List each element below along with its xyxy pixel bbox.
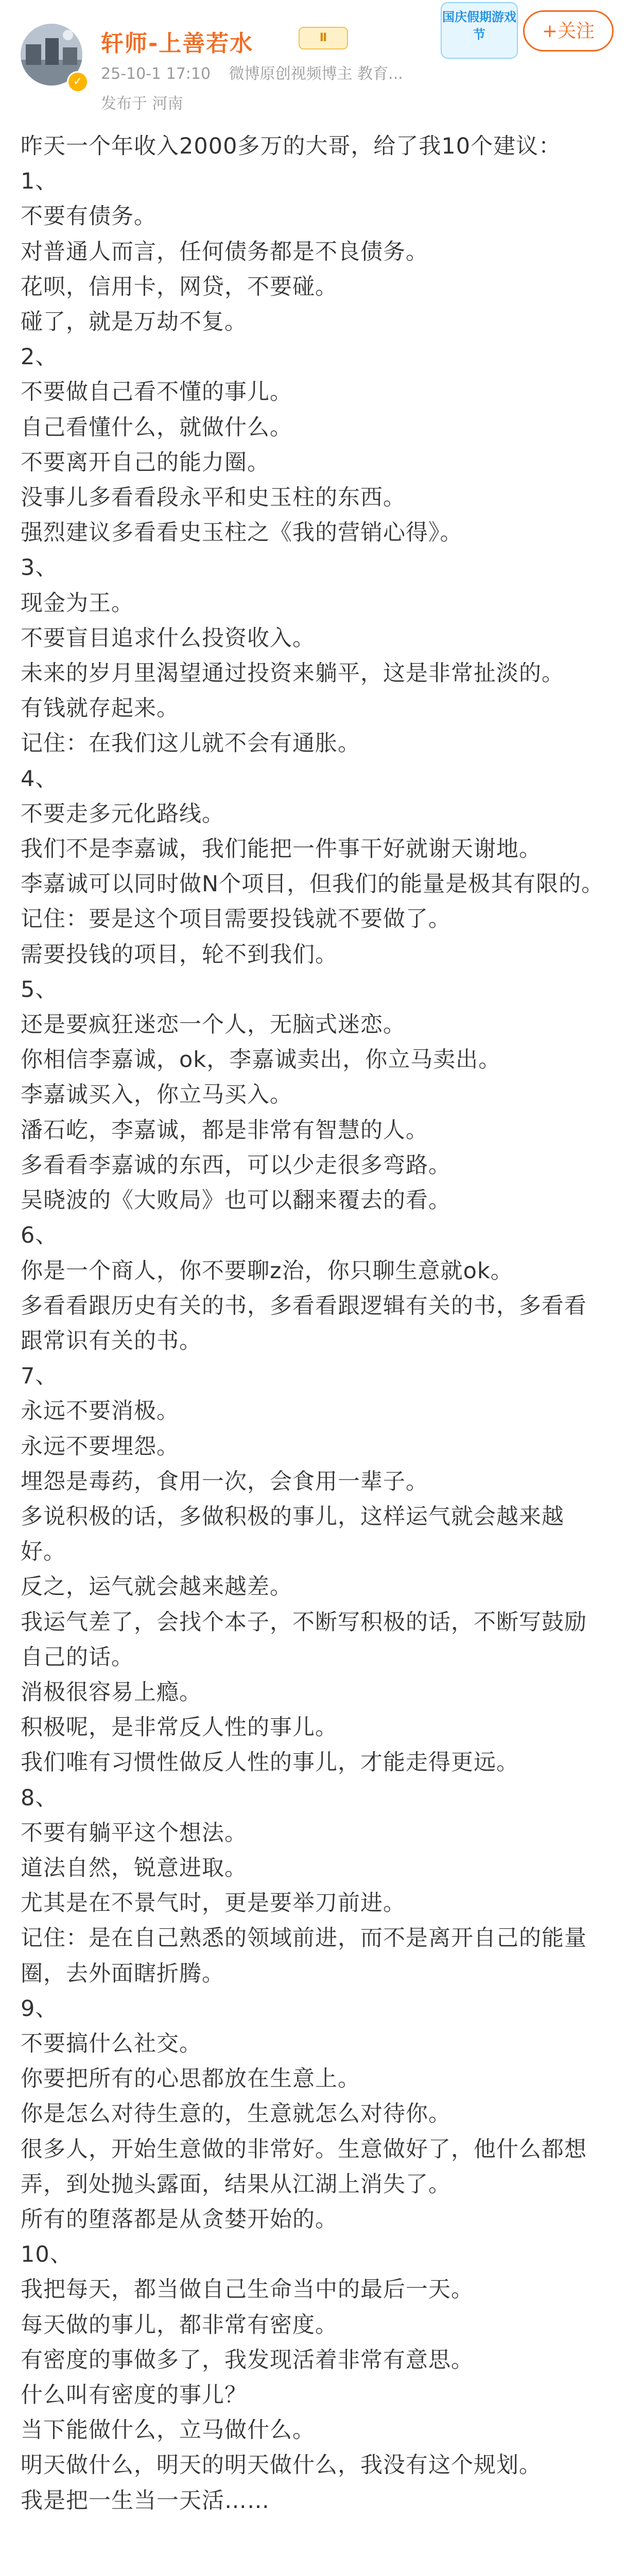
post-line: 什么叫有密度的事儿？: [21, 2382, 247, 2408]
post-line: 永远不要埋怨。: [21, 1433, 179, 1460]
post-body: [21, 129, 605, 2518]
post-line: 不要做自己看不懂的事儿。: [21, 379, 292, 405]
post-header: [0, 0, 626, 129]
post-line: 很多人，开始生意做的非常好。生意做好了，他什么都想弄，到处抛头露面，结果从江湖上消失了。: [21, 2136, 587, 2197]
post-line: 碰了，就是万劫不复。: [21, 309, 247, 335]
event-badge[interactable]: 国庆假期游戏节: [441, 2, 518, 59]
post-line: 尤其是在不景气时，更是要举刀前进。: [21, 1890, 406, 1917]
post-line: 不要有躺平这个想法。: [21, 1820, 247, 1846]
post-location: 发布于 河南: [101, 95, 183, 113]
follow-button[interactable]: +关注: [523, 10, 614, 52]
post-line: 5、: [21, 976, 58, 1003]
post-line: 不要走多元化路线。: [21, 801, 224, 827]
post-line: 未来的岁月里渴望通过投资来躺平，这是非常扯淡的。: [21, 660, 564, 687]
post-line: 积极呢，是非常反人性的事儿。: [21, 1715, 338, 1741]
post-line: 我把每天，都当做自己生命当中的最后一天。: [21, 2277, 474, 2303]
post-line: 6、: [21, 1223, 58, 1249]
post-line: 道法自然，锐意进取。: [21, 1855, 247, 1881]
post-line: 消极很容易上瘾。: [21, 1679, 202, 1705]
verified-icon: ✓: [67, 71, 89, 93]
level-badge: Ⅱ: [299, 27, 348, 49]
post-line: 7、: [21, 1363, 58, 1389]
post-meta: [101, 61, 416, 83]
post-line: 没事儿多看看段永平和史玉柱的东西。: [21, 485, 406, 511]
post-line: 10、: [21, 2242, 73, 2268]
post-line: 强烈建议多看看史玉柱之《我的营销心得》。: [21, 520, 463, 546]
author-description: 微博原创视频博主 教育...: [229, 65, 403, 83]
post-line: 不要有债务。: [21, 204, 156, 230]
post-line: 4、: [21, 766, 58, 792]
post-line: 我们不是李嘉诚，我们能把一件事干好就谢天谢地。: [21, 836, 542, 862]
post-line: 记住：是在自己熟悉的领域前进，而不是离开自己的能量圈，去外面瞎折腾。: [21, 1925, 587, 1987]
post-line: 永远不要消极。: [21, 1398, 179, 1425]
post-line: 反之，运气就会越来越差。: [21, 1574, 292, 1600]
post-line: 李嘉诚可以同时做N个项目，但我们的能量是极其有限的。: [21, 871, 604, 897]
post-line: 有钱就存起来。: [21, 696, 179, 722]
post-line: 多说积极的话，多做积极的事儿，这样运气就会越来越好。: [21, 1503, 564, 1565]
post-line: 我是把一生当一天活……: [21, 2487, 270, 2514]
post-line: 潘石屹，李嘉诚，都是非常有智慧的人。: [21, 1117, 428, 1143]
post-line: 你相信李嘉诚，ok，李嘉诚卖出，你立马卖出。: [21, 1047, 501, 1073]
post-line: 每天做的事儿，都非常有密度。: [21, 2312, 338, 2338]
post-line: 不要离开自己的能力圈。: [21, 449, 270, 476]
post-line: 8、: [21, 1785, 58, 1811]
post-line: 花呗，信用卡，网贷，不要碰。: [21, 274, 338, 300]
post-line: 我们唯有习惯性做反人性的事儿，才能走得更远。: [21, 1750, 519, 1776]
post-line: 多看看李嘉诚的东西，可以少走很多弯路。: [21, 1152, 451, 1178]
post-line: 所有的堕落都是从贪婪开始的。: [21, 2206, 338, 2232]
post-line: 你是怎么对待生意的，生意就怎么对待你。: [21, 2101, 451, 2127]
post-line: 对普通人而言，任何债务都是不良债务。: [21, 239, 428, 265]
author-name[interactable]: 轩师-上善若水: [101, 30, 254, 57]
post-line: 3、: [21, 555, 58, 581]
post-line: 自己看懂什么，就做什么。: [21, 414, 292, 440]
post-line: 有密度的事做多了，我发现活着非常有意思。: [21, 2347, 474, 2373]
post-line: 还是要疯狂迷恋一个人，无脑式迷恋。: [21, 1012, 406, 1038]
post-date: 25-10-1 17:10: [101, 65, 211, 83]
post-line: 你是一个商人，你不要聊z治，你只聊生意就ok。: [21, 1258, 513, 1284]
post-line: 1、: [21, 168, 58, 195]
post-line: 昨天一个年收入2000多万的大哥，给了我10个建议：: [21, 133, 562, 159]
post-line: 2、: [21, 344, 58, 370]
post-line: 当下能做什么，立马做什么。: [21, 2417, 315, 2444]
post-line: 不要盲目追求什么投资收入。: [21, 625, 315, 651]
post-line: 明天做什么，明天的明天做什么，我没有这个规划。: [21, 2452, 542, 2479]
post-line: 埋怨是毒药，食用一次，会食用一辈子。: [21, 1468, 428, 1495]
post-line: 现金为王。: [21, 590, 134, 616]
post-line: 需要投钱的项目，轮不到我们。: [21, 941, 338, 968]
post-line: 多看看跟历史有关的书，多看看跟逻辑有关的书，多看看跟常识有关的书。: [21, 1293, 587, 1354]
post-line: 记住：在我们这儿就不会有通胀。: [21, 731, 360, 757]
post-line: 吴晓波的《大败局》也可以翻来覆去的看。: [21, 1188, 451, 1214]
post-line: 9、: [21, 1995, 58, 2022]
post-line: 我运气差了，会找个本子，不断写积极的话，不断写鼓励自己的话。: [21, 1609, 587, 1670]
post-line: 你要把所有的心思都放在生意上。: [21, 2066, 360, 2092]
post-line: 记住：要是这个项目需要投钱就不要做了。: [21, 906, 451, 933]
post-line: 李嘉诚买入，你立马买入。: [21, 1082, 292, 1108]
post-line: 不要搞什么社交。: [21, 2030, 202, 2057]
